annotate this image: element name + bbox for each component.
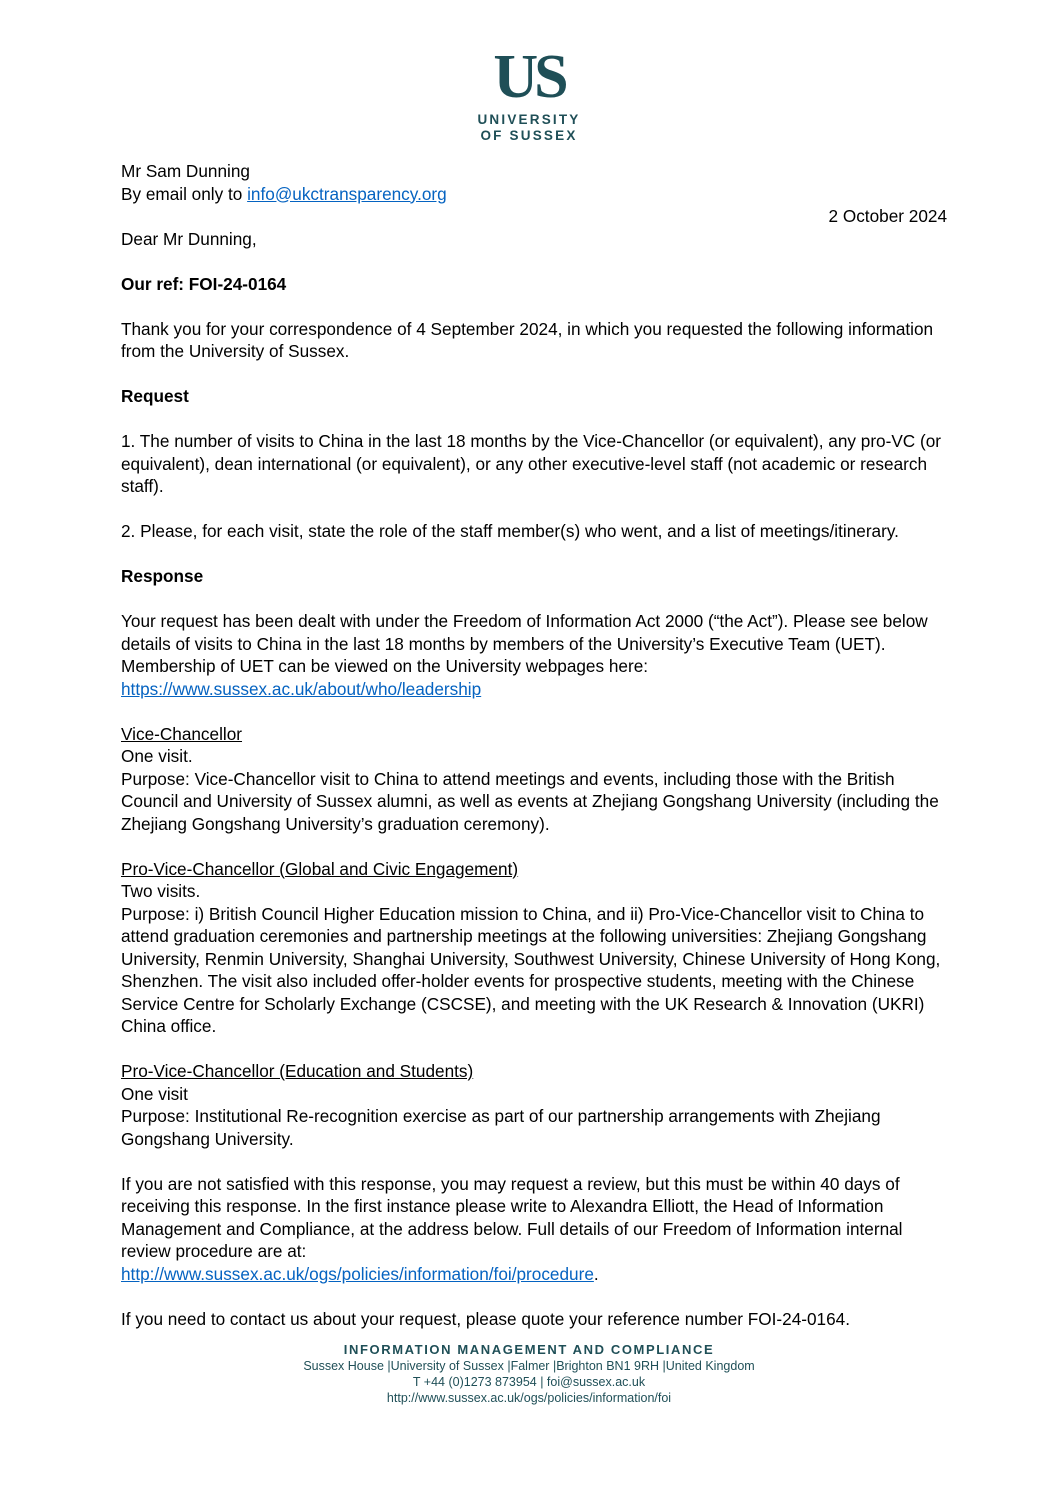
vc-visit-count: One visit.: [121, 746, 193, 766]
procedure-link[interactable]: http://www.sussex.ac.uk/ogs/policies/information/foi/procedure: [121, 1263, 594, 1284]
procedure-link-suffix: .: [593, 1263, 599, 1284]
vc-purpose: Purpose: Vice-Chancellor visit to China to attend meetings and events, including those with the British Council and University of Sussex alumni, as well as events at Zhejiang Gongshang University (including the Zhejiang Gongshang University’s graduation ceremony).: [121, 768, 939, 834]
vc-section-title: Vice-Chancellor: [121, 723, 243, 744]
leadership-link[interactable]: https://www.sussex.ac.uk/about/who/leadership: [121, 678, 482, 699]
pvc-global-section-title: Pro-Vice-Chancellor (Global and Civic Engagement): [121, 858, 519, 879]
response-heading: Response: [121, 566, 204, 586]
logo-university-text: UNIVERSITY: [477, 112, 581, 127]
logo-mark: US: [493, 43, 565, 111]
footer: [0, 1342, 1058, 1406]
pvc-education-purpose: Purpose: Institutional Re-recognition exercise as part of our partnership arrangements with Zhejiang Gongshang University.: [121, 1106, 881, 1149]
request-heading: Request: [121, 386, 189, 406]
letter-body: [121, 160, 947, 1330]
pvc-education-visit-count: One visit: [121, 1083, 188, 1104]
university-logo: [0, 43, 1058, 144]
review-paragraph: If you are not satisfied with this response, you may request a review, but this must be within 40 days of receiving this response. In the first instance please write to Alexandra Elliott, the Head of Information Management and Compliance, at the address below. Full details of our Freedom of Information internal review procedure are at:: [121, 1173, 903, 1261]
footer-title: INFORMATION MANAGEMENT AND COMPLIANCE: [343, 1342, 715, 1357]
footer-contact: T +44 (0)1273 873954 | foi@sussex.ac.uk: [412, 1375, 646, 1389]
response-paragraph: Your request has been dealt with under the Freedom of Information Act 2000 (“the Act”). Please see below details of visits to China in the last 18 months by members of the University’s Executive Team (UET). Membership of UET can be viewed on the University webpages here:: [121, 611, 928, 676]
recipient-email-link[interactable]: info@ukctransparency.org: [247, 183, 447, 204]
reference: Our ref: FOI-24-0164: [121, 273, 287, 294]
intro-paragraph: Thank you for your correspondence of 4 September 2024, in which you requested the following information from the University of Sussex.: [121, 318, 934, 361]
letter-date: 2 October 2024: [828, 206, 947, 226]
pvc-education-section-title: Pro-Vice-Chancellor (Education and Students): [121, 1061, 474, 1081]
request-item-2: 2. Please, for each visit, state the role of the staff member(s) who went, and a list of meetings/itinerary.: [121, 521, 899, 541]
email-prefix: By email only to: [121, 183, 248, 204]
recipient-name: Mr Sam Dunning: [121, 161, 250, 181]
logo-sussex-text: OF SUSSEX: [480, 128, 578, 143]
footer-url: http://www.sussex.ac.uk/ogs/policies/information/foi: [386, 1391, 672, 1405]
footer-address: Sussex House |University of Sussex |Falmer |Brighton BN1 9RH |United Kingdom: [303, 1359, 755, 1373]
recipient-email-line: [121, 183, 947, 206]
salutation: Dear Mr Dunning,: [121, 228, 257, 249]
request-item-1: 1. The number of visits to China in the last 18 months by the Vice-Chancellor (or equivalent), any pro-VC (or equivalent), dean international (or equivalent), or any other executive-level staff (not academic or research staff).: [121, 431, 941, 496]
pvc-global-visit-count: Two visits.: [121, 881, 201, 901]
contact-paragraph: If you need to contact us about your request, please quote your reference number FOI-24-0164.: [121, 1308, 851, 1329]
pvc-global-purpose: Purpose: i) British Council Higher Education mission to China, and ii) Pro-Vice-Chancellor visit to China to attend graduation ceremonies and partnership meetings at the following universities: Zhejiang Gongshang University, Renmin University, Shanghai University, Southwest University, Chinese University of Hong Kong, Shenzhen. The visit also included offer-holder events for prospective students, meeting with the Chinese Service Centre for Scholarly Exchange (CSCSE), and meeting with the UK Research & Innovation (UKRI) China office.: [121, 903, 941, 1036]
